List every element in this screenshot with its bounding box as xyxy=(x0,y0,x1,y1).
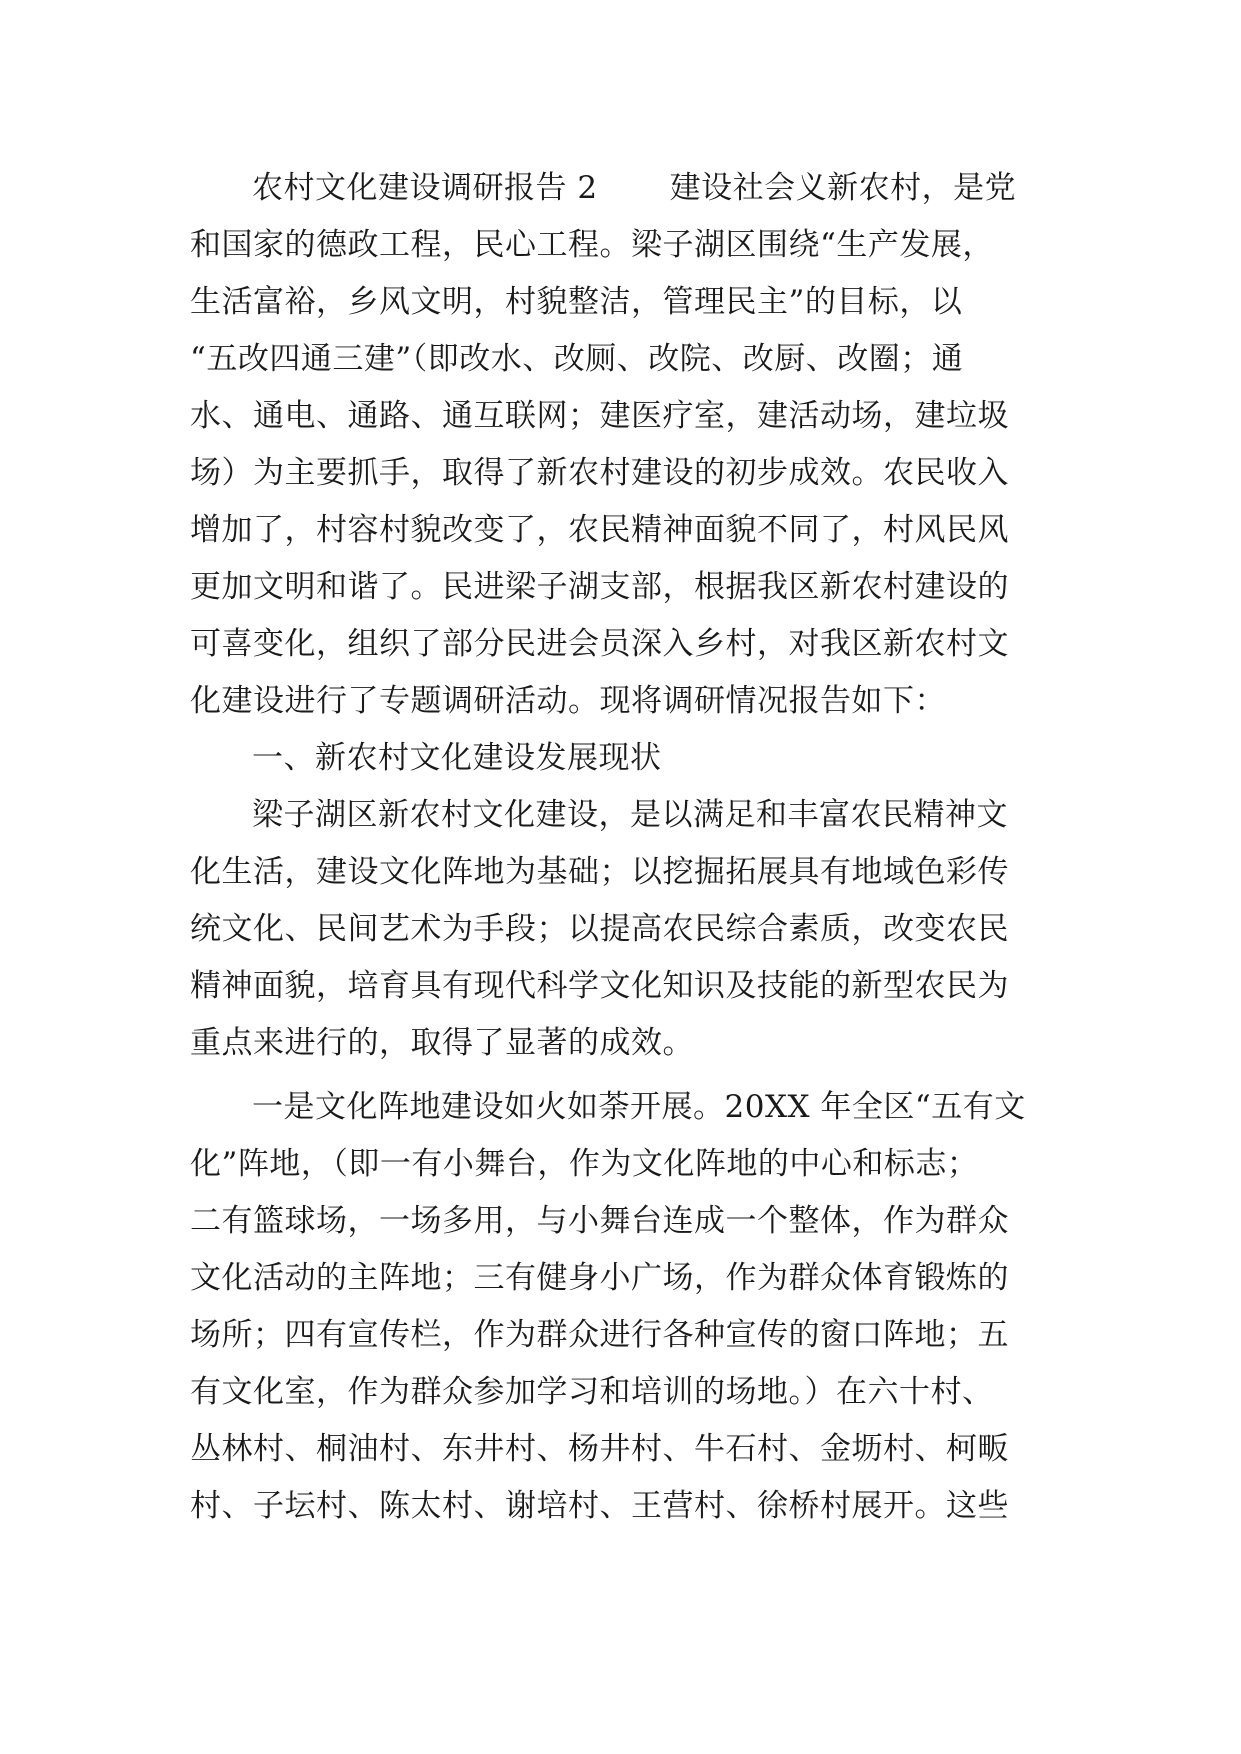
intro-line: 更加文明和谐了。民进梁子湖支部，根据我区新农村建设的 xyxy=(190,569,1009,605)
paragraph-line: 文化活动的主阵地；三有健身小广场，作为群众体育锻炼的 xyxy=(190,1260,1009,1296)
paragraph-line: 精神面貌，培育具有现代科学文化知识及技能的新型农民为 xyxy=(190,968,1009,1004)
intro-line: 建设社会义新农村，是党 xyxy=(669,170,1017,206)
paragraph-line: 化”阵地，（即一有小舞台，作为文化阵地的中心和标志； xyxy=(190,1146,979,1182)
paragraph-line: 有文化室，作为群众参加学习和培训的场地。）在六十村、 xyxy=(190,1374,994,1410)
intro-line: 和国家的德政工程，民心工程。梁子湖区围绕“生产发展， xyxy=(190,227,994,263)
intro-first-line xyxy=(190,160,1060,217)
paragraph-line: 梁子湖区新农村文化建设，是以满足和丰富农民精神文 xyxy=(252,797,1008,833)
paragraph-line: 村、子坛村、陈太村、谢培村、王营村、徐桥村展开。这些 xyxy=(190,1488,1009,1524)
document-title: 农村文化建设调研报告 2 xyxy=(252,170,598,206)
paragraph-line: 二有篮球场，一场多用，与小舞台连成一个整体，作为群众 xyxy=(190,1203,1009,1239)
document-body xyxy=(190,160,1060,1535)
paragraph-line: 丛林村、桐油村、东井村、杨井村、牛石村、金坜村、柯畈 xyxy=(190,1431,1009,1467)
paragraph-spacer xyxy=(190,1072,1060,1079)
intro-line: “五改四通三建”（即改水、改厕、改院、改厨、改圈；通 xyxy=(190,341,964,377)
intro-line: 增加了，村容村貌改变了，农民精神面貌不同了，村风民风 xyxy=(190,512,1009,548)
intro-line: 化建设进行了专题调研活动。现将调研情况报告如下： xyxy=(190,683,946,719)
intro-line: 场）为主要抓手，取得了新农村建设的初步成效。农民收入 xyxy=(190,455,1009,491)
paragraph-line: 统文化、民间艺术为手段；以提高农民综合素质，改变农民 xyxy=(190,911,1009,947)
intro-line: 生活富裕，乡风文明，村貌整洁，管理民主”的目标，以 xyxy=(190,284,963,320)
paragraph-line: 场所；四有宣传栏，作为群众进行各种宣传的窗口阵地；五 xyxy=(190,1317,1009,1353)
paragraph-line: 化生活，建设文化阵地为基础；以挖掘拓展具有地域色彩传 xyxy=(190,854,1009,890)
paragraph-line: 重点来进行的，取得了显著的成效。 xyxy=(190,1025,694,1061)
section-heading: 一、新农村文化建设发展现状 xyxy=(252,740,662,776)
paragraph-line: 一是文化阵地建设如火如荼开展。20XX 年全区“五有文 xyxy=(252,1089,1026,1125)
intro-line: 水、通电、通路、通互联网；建医疗室，建活动场，建垃圾 xyxy=(190,398,1009,434)
intro-line: 可喜变化，组织了部分民进会员深入乡村，对我区新农村文 xyxy=(190,626,1009,662)
